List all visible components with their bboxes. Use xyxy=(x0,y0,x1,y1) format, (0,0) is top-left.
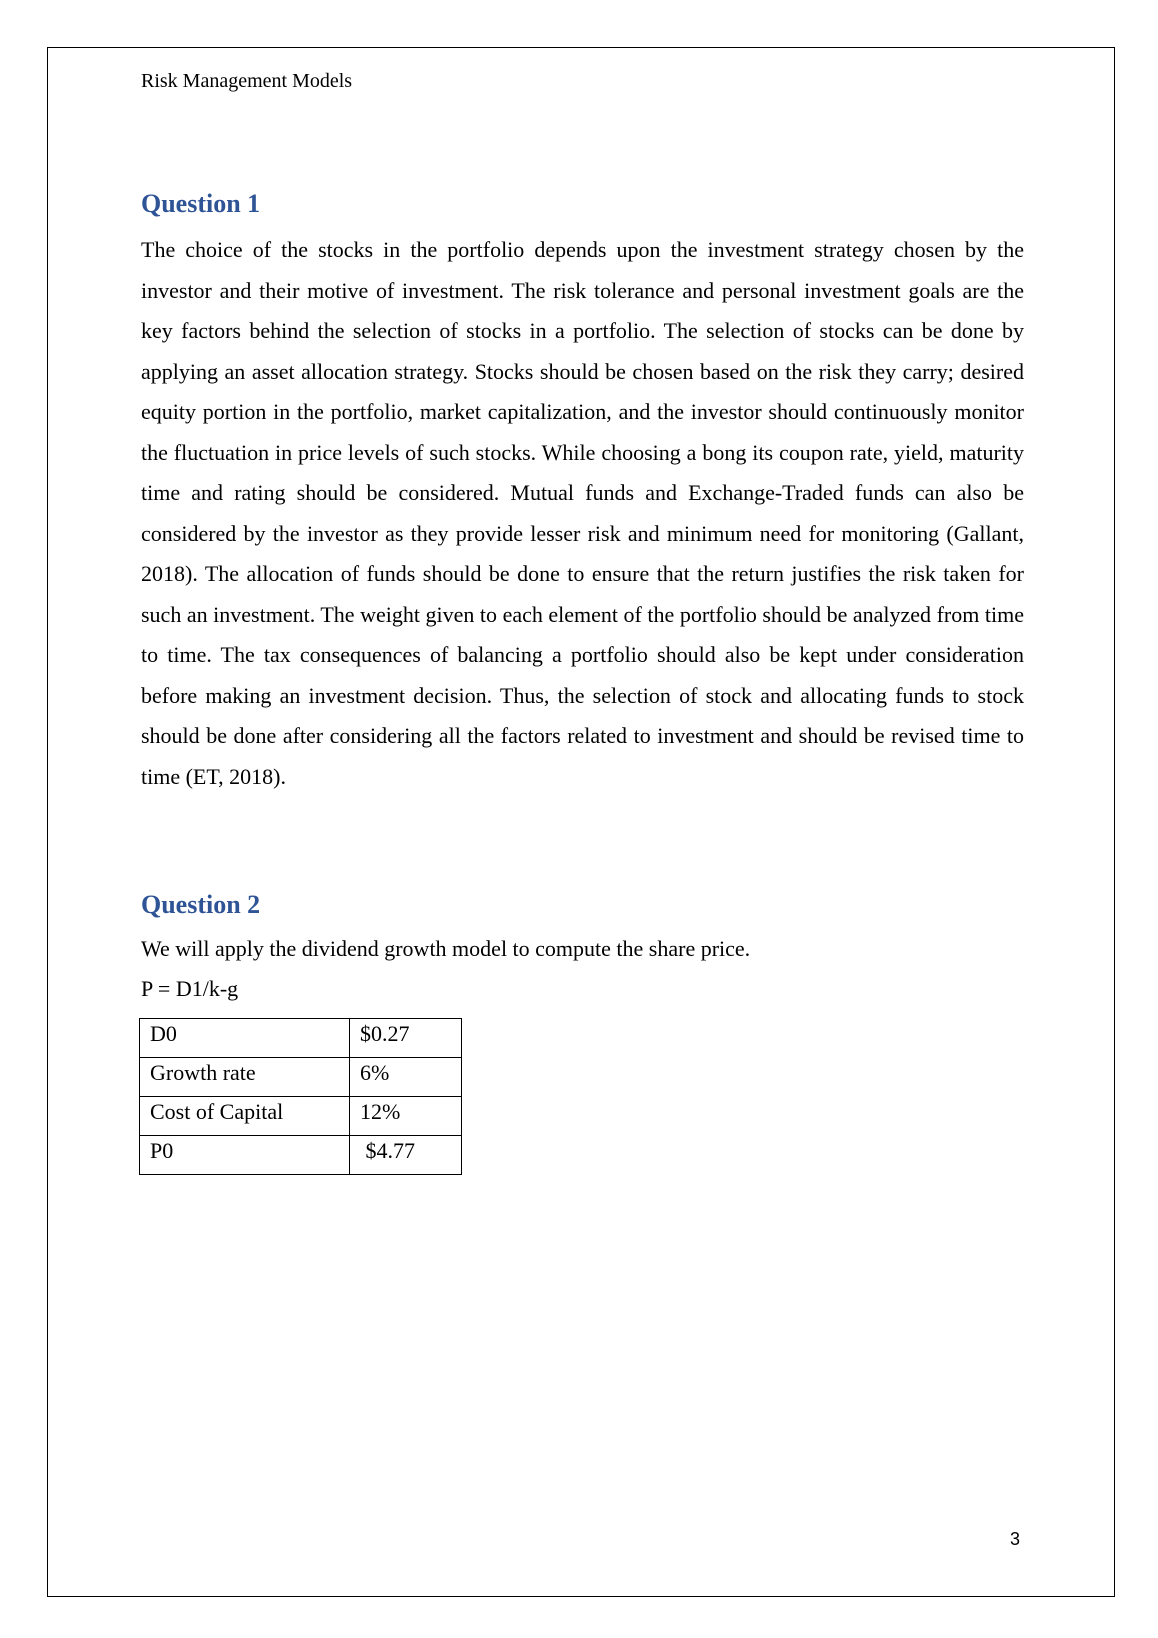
table-row xyxy=(140,1058,462,1097)
row-value: $4.77 xyxy=(350,1136,462,1175)
page-number: 3 xyxy=(1010,1529,1021,1549)
row-label: Growth rate xyxy=(140,1058,350,1097)
dividend-model-table xyxy=(139,1018,462,1175)
question-2-intro: We will apply the dividend growth model to compute the share price. xyxy=(141,936,751,961)
row-value: 12% xyxy=(350,1097,462,1136)
row-value: $0.27 xyxy=(350,1019,462,1058)
row-value: 6% xyxy=(350,1058,462,1097)
running-header: Risk Management Models xyxy=(141,70,353,92)
table-row xyxy=(140,1019,462,1058)
row-label: P0 xyxy=(140,1136,350,1175)
question-1-paragraph: The choice of the stocks in the portfolio depends upon the investment strategy chosen by the investor and their motive of investment. The risk tolerance and personal investment goals are the key factors behind the selection of stocks in a portfolio. The selection of stocks can be done by applying an asset allocation strategy. Stocks should be chosen based on the risk they carry; desired equity portion in the portfolio, market capitalization, and the investor should continuously monitor the fluctuation in price levels of such stocks. While choosing a bong its coupon rate, yield, maturity time and rating should be considered. Mutual funds and Exchange-Traded funds can also be considered by the investor as they provide lesser risk and minimum need for monitoring (Gallant, 2018). The allocation of funds should be done to ensure that the return justifies the risk taken for such an investment. The weight given to each element of the portfolio should be analyzed from time to time. The tax consequences of balancing a portfolio should also be kept under consideration before making an investment decision. Thus, the selection of stock and allocating funds to stock should be done after considering all the factors related to investment and should be revised time to time (ET, 2018). xyxy=(141,237,1024,789)
formula: P = D1/k-g xyxy=(141,976,239,1001)
table-row xyxy=(140,1097,462,1136)
row-label: Cost of Capital xyxy=(140,1097,350,1136)
question-2-heading: Question 2 xyxy=(141,890,261,919)
question-1-heading: Question 1 xyxy=(141,189,261,218)
table-row xyxy=(140,1136,462,1175)
row-label: D0 xyxy=(140,1019,350,1058)
